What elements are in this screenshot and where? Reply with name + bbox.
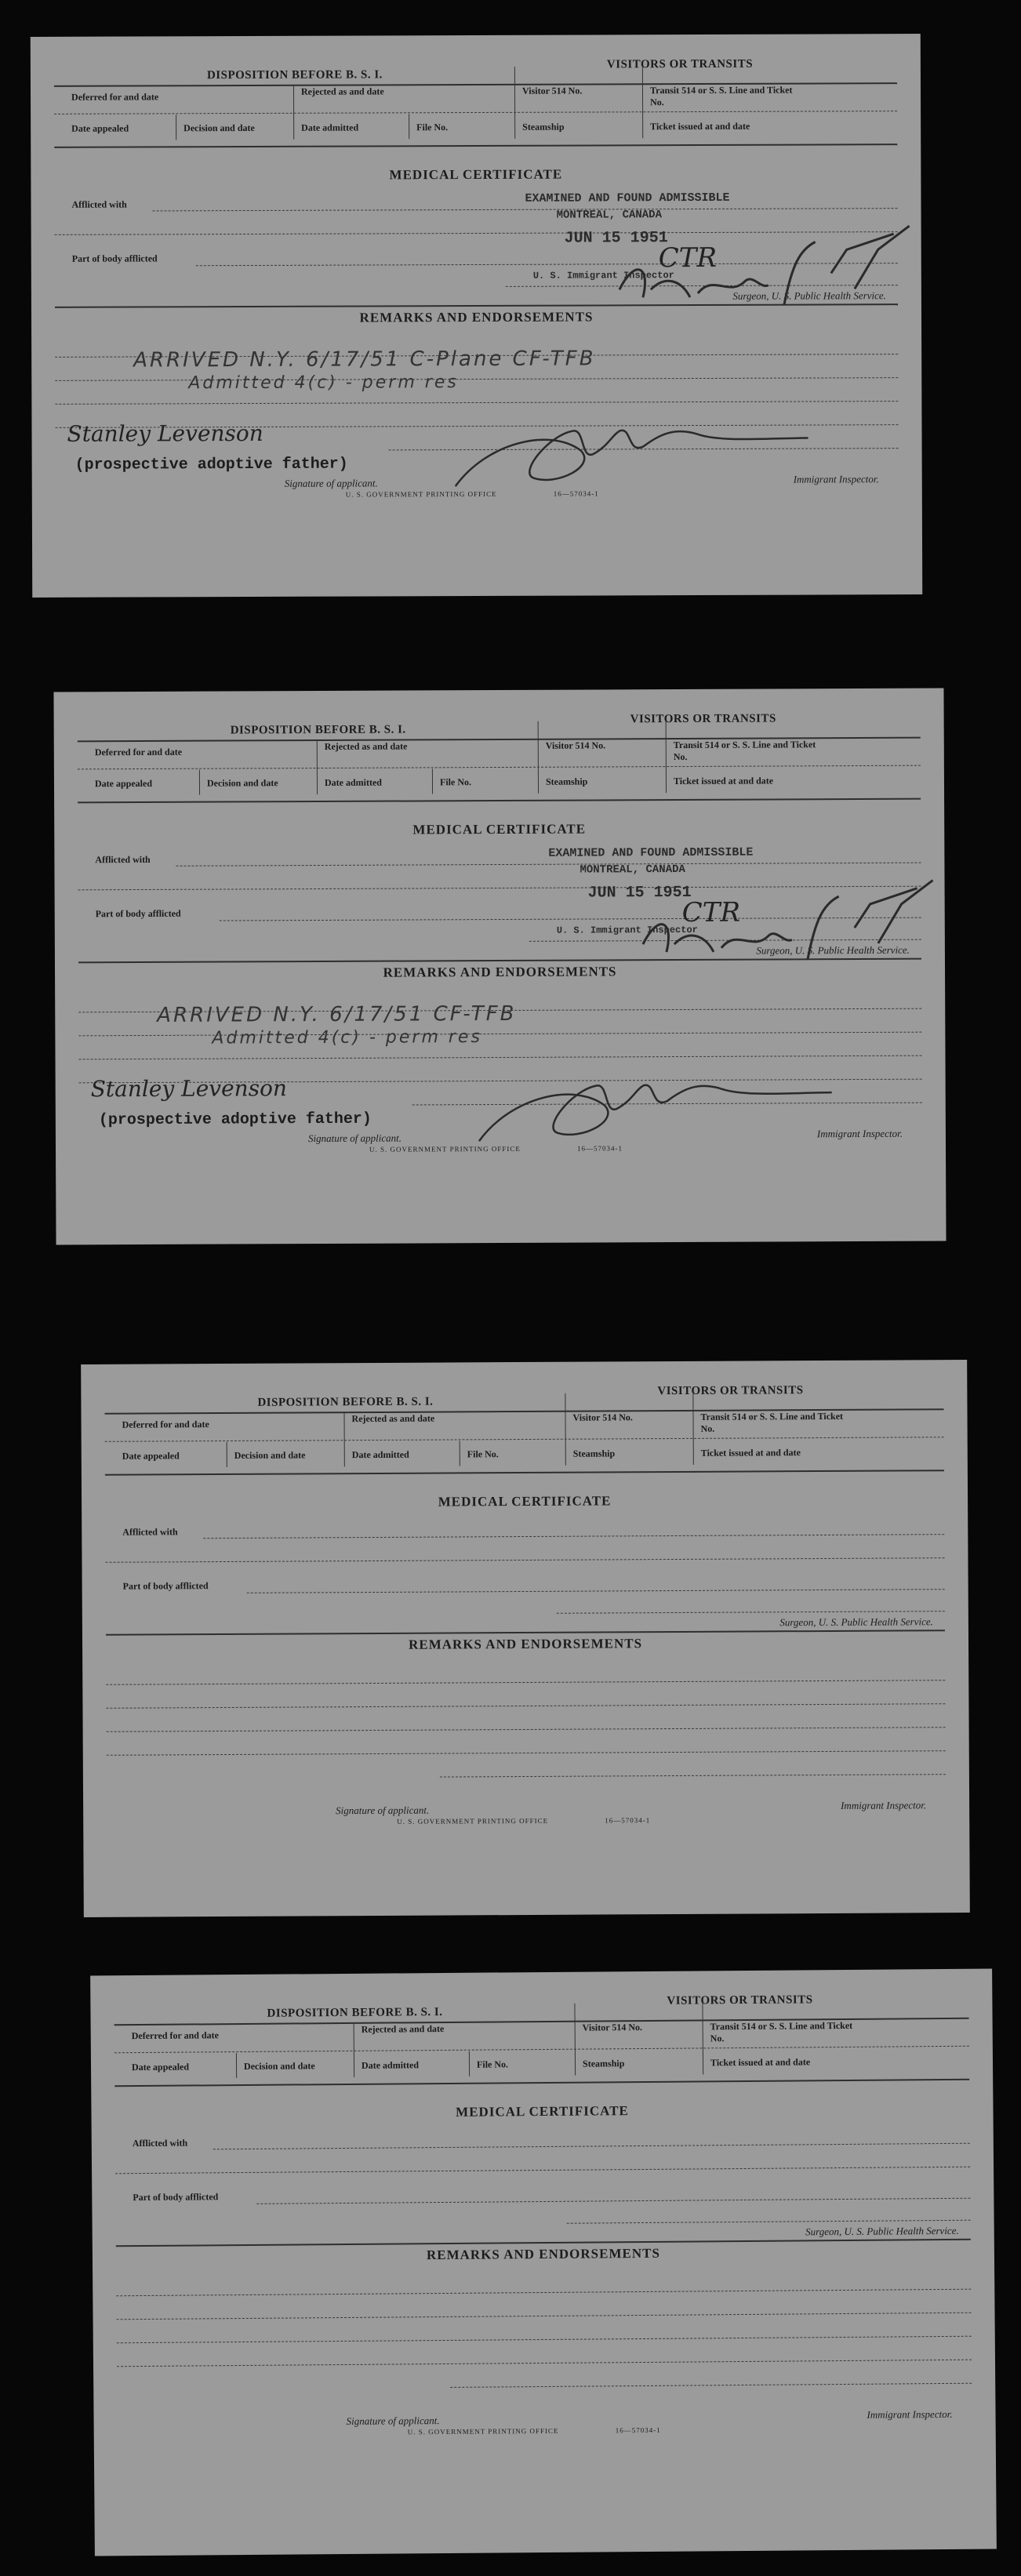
admission-stamp-line2: MONTREAL, CANADA (580, 863, 685, 877)
visitor514-label: Visitor 514 No. (572, 1412, 633, 1423)
rule (114, 2046, 969, 2054)
applicant-relationship: (prospective adoptive father) (74, 455, 348, 474)
medical-certificate-heading: MEDICAL CERTIFICATE (438, 1493, 612, 1510)
surgeon-label: Surgeon, U. S. Public Health Service. (805, 2224, 959, 2238)
steamship-label: Steamship (522, 121, 565, 133)
divider (692, 1393, 693, 1465)
surgeon-signature-scribble (596, 218, 923, 344)
date-admitted-label: Date admitted (361, 2059, 420, 2071)
deferred-label: Deferred for and date (94, 746, 183, 758)
medical-certificate-heading: MEDICAL CERTIFICATE (456, 2103, 629, 2120)
divider (293, 85, 294, 140)
afflicted-with-label: Afflicted with (71, 198, 127, 210)
rule (78, 1032, 921, 1037)
rule (55, 377, 898, 381)
decision-label: Decision and date (234, 1449, 306, 1461)
date-appealed-label: Date appealed (71, 122, 129, 134)
divider (199, 770, 200, 795)
rule (213, 2143, 970, 2150)
rule (106, 1703, 945, 1709)
inspector-signature-scribble (439, 410, 816, 498)
rule (54, 144, 897, 148)
remarks-heading: REMARKS AND ENDORSEMENTS (409, 1636, 643, 1652)
signature-applicant-label: Signature of applicant. (307, 1132, 402, 1145)
immigrant-inspector-label: Immigrant Inspector. (841, 1799, 927, 1811)
surgeon-signature-scribble (619, 873, 946, 1000)
deferred-label: Deferred for and date (71, 91, 159, 103)
rule (116, 2289, 971, 2297)
rule (106, 1680, 945, 1685)
form-number: 16—57034-1 (605, 1816, 651, 1825)
rejected-label: Rejected as and date (351, 1412, 435, 1425)
file-no-label: File No. (439, 776, 472, 788)
medical-certificate-heading: MEDICAL CERTIFICATE (389, 166, 563, 183)
inspector-initials: CTR (681, 896, 741, 928)
applicant-signature: Stanley Levenson (90, 1075, 287, 1103)
immigration-card-4 (90, 1968, 997, 2556)
steamship-label: Steamship (582, 2058, 625, 2069)
afflicted-with-label: Afflicted with (132, 2137, 188, 2149)
remarks-heading: REMARKS AND ENDORSEMENTS (426, 2245, 660, 2263)
rule (450, 2383, 972, 2388)
divider (538, 721, 539, 794)
printing-office-label: U. S. GOVERNMENT PRINTING OFFICE (397, 1816, 549, 1826)
rule (176, 863, 921, 867)
rule (78, 765, 921, 770)
part-of-body-label: Part of body afflicted (122, 1580, 209, 1592)
divider (469, 2051, 470, 2076)
visitors-header: VISITORS OR TRANSITS (630, 712, 776, 726)
immigrant-inspector-label: Immigrant Inspector. (816, 1127, 903, 1140)
transit514-label: Transit 514 or S. S. Line and Ticket No. (649, 84, 793, 108)
form-number: 16—57034-1 (553, 489, 599, 498)
rejected-label: Rejected as and date (324, 740, 408, 752)
rule (115, 2167, 970, 2175)
immigration-card-2 (53, 689, 946, 1245)
afflicted-with-label: Afflicted with (95, 853, 151, 866)
date-admitted-label: Date admitted (351, 1448, 409, 1461)
rule (79, 1055, 922, 1060)
part-of-body-label: Part of body afflicted (71, 253, 158, 264)
rule (117, 2360, 972, 2367)
surgeon-label: Surgeon, U. S. Public Health Service. (756, 943, 910, 957)
file-no-label: File No. (416, 122, 449, 133)
part-of-body-label: Part of body afflicted (133, 2191, 219, 2204)
rule (54, 111, 897, 114)
rejected-label: Rejected as and date (300, 85, 384, 97)
rule (107, 1750, 946, 1756)
ticket-issued-label: Ticket issued at and date (650, 120, 750, 133)
rule (117, 2336, 972, 2344)
printing-office-label: U. S. GOVERNMENT PRINTING OFFICE (369, 1144, 521, 1154)
admission-stamp-date: JUN 15 1951 (587, 883, 692, 903)
visitor514-label: Visitor 514 No. (582, 2022, 643, 2033)
disposition-header: DISPOSITION BEFORE B. S. I. (257, 1395, 434, 1409)
decision-label: Decision and date (206, 777, 278, 789)
form-number: 16—57034-1 (576, 1144, 623, 1153)
printing-office-label: U. S. GOVERNMENT PRINTING OFFICE (345, 489, 497, 499)
rule (440, 1774, 946, 1777)
date-appealed-label: Date appealed (122, 1450, 180, 1462)
rule (55, 401, 898, 405)
afflicted-with-label: Afflicted with (122, 1526, 178, 1538)
admission-stamp-line1: EXAMINED AND FOUND ADMISSIBLE (525, 191, 730, 205)
file-no-label: File No. (476, 2058, 509, 2070)
divider (354, 2022, 355, 2077)
ticket-issued-label: Ticket issued at and date (710, 2056, 811, 2069)
immigrant-inspector-label: Immigrant Inspector. (867, 2407, 953, 2421)
deferred-label: Deferred for and date (131, 2029, 219, 2042)
visitors-header: VISITORS OR TRANSITS (657, 1384, 804, 1398)
transit514-label: Transit 514 or S. S. Line and Ticket No. (700, 1410, 844, 1434)
admission-note: Admitted 4(c) - perm res (188, 372, 459, 394)
visitors-header: VISITORS OR TRANSITS (667, 1993, 813, 2007)
divider (514, 67, 515, 139)
signature-applicant-label: Signature of applicant. (346, 2414, 440, 2427)
divider (317, 739, 318, 794)
remarks-heading: REMARKS AND ENDORSEMENTS (383, 964, 617, 980)
date-appealed-label: Date appealed (94, 777, 153, 790)
rule (256, 2198, 970, 2204)
part-of-body-label: Part of body afflicted (95, 907, 181, 920)
visitor514-label: Visitor 514 No. (521, 85, 583, 96)
applicant-signature: Stanley Levenson (67, 420, 263, 447)
divider (432, 768, 433, 794)
rule (153, 208, 898, 211)
admission-stamp-line3: U. S. Immigrant Inspector (532, 270, 674, 282)
arrival-note: ARRIVED N.Y. 6/17/51 CF-TFB (157, 1001, 517, 1027)
printing-office-label: U. S. GOVERNMENT PRINTING OFFICE (407, 2426, 559, 2436)
ticket-issued-label: Ticket issued at and date (673, 775, 774, 787)
date-appealed-label: Date appealed (131, 2061, 190, 2073)
rule (203, 1534, 944, 1539)
admission-stamp-line1: EXAMINED AND FOUND ADMISSIBLE (548, 845, 754, 860)
transit514-label: Transit 514 or S. S. Line and Ticket No. (673, 739, 816, 763)
rule (567, 2220, 971, 2224)
rule (117, 2313, 972, 2320)
inspector-signature-scribble (463, 1065, 840, 1153)
surgeon-label: Surgeon, U. S. Public Health Service. (732, 289, 886, 302)
disposition-header: DISPOSITION BEFORE B. S. I. (206, 68, 383, 82)
rule (78, 798, 921, 804)
rule (114, 2079, 969, 2087)
immigrant-inspector-label: Immigrant Inspector. (793, 473, 879, 485)
visitors-header: VISITORS OR TRANSITS (606, 57, 754, 71)
immigration-card-1 (31, 34, 922, 598)
deferred-label: Deferred for and date (122, 1419, 209, 1430)
file-no-label: File No. (467, 1448, 499, 1460)
rule (105, 1437, 944, 1442)
signature-applicant-label: Signature of applicant. (336, 1804, 430, 1817)
divider (702, 2002, 703, 2074)
admission-note: Admitted 4(c) - perm res (212, 1027, 482, 1048)
divider (666, 721, 667, 793)
rule (107, 1727, 946, 1732)
decision-label: Decision and date (243, 2060, 315, 2072)
decision-label: Decision and date (183, 122, 255, 134)
inspector-initials: CTR (658, 242, 718, 274)
date-admitted-label: Date admitted (324, 776, 382, 788)
disposition-header: DISPOSITION BEFORE B. S. I. (267, 2005, 443, 2020)
signature-applicant-label: Signature of applicant. (284, 477, 378, 489)
admission-stamp-date: JUN 15 1951 (564, 229, 668, 248)
admission-stamp-line2: MONTREAL, CANADA (556, 209, 663, 222)
medical-certificate-heading: MEDICAL CERTIFICATE (412, 821, 587, 837)
divider (574, 2004, 576, 2076)
date-admitted-label: Date admitted (301, 122, 359, 133)
divider (236, 2053, 237, 2078)
visitor514-label: Visitor 514 No. (545, 739, 606, 751)
applicant-relationship: (prospective adoptive father) (98, 1110, 372, 1130)
remarks-heading: REMARKS AND ENDORSEMENTS (359, 309, 594, 325)
rule (105, 1557, 944, 1563)
rule (247, 1589, 945, 1593)
arrival-note: ARRIVED N.Y. 6/17/51 C-Plane CF-TFB (133, 347, 596, 372)
divider (642, 66, 643, 138)
rule (557, 1611, 945, 1614)
transit514-label: Transit 514 or S. S. Line and Ticket No. (710, 2019, 853, 2044)
steamship-label: Steamship (545, 776, 588, 787)
immigration-card-3 (81, 1360, 970, 1917)
admission-stamp-line3: U. S. Immigrant Inspector (556, 924, 698, 936)
rejected-label: Rejected as and date (361, 2022, 445, 2035)
ticket-issued-label: Ticket issued at and date (700, 1447, 801, 1459)
disposition-header: DISPOSITION BEFORE B. S. I. (230, 723, 406, 737)
rule (105, 1470, 944, 1476)
form-number: 16—57034-1 (615, 2425, 661, 2435)
surgeon-label: Surgeon, U. S. Public Health Service. (779, 1615, 933, 1629)
steamship-label: Steamship (572, 1448, 616, 1459)
